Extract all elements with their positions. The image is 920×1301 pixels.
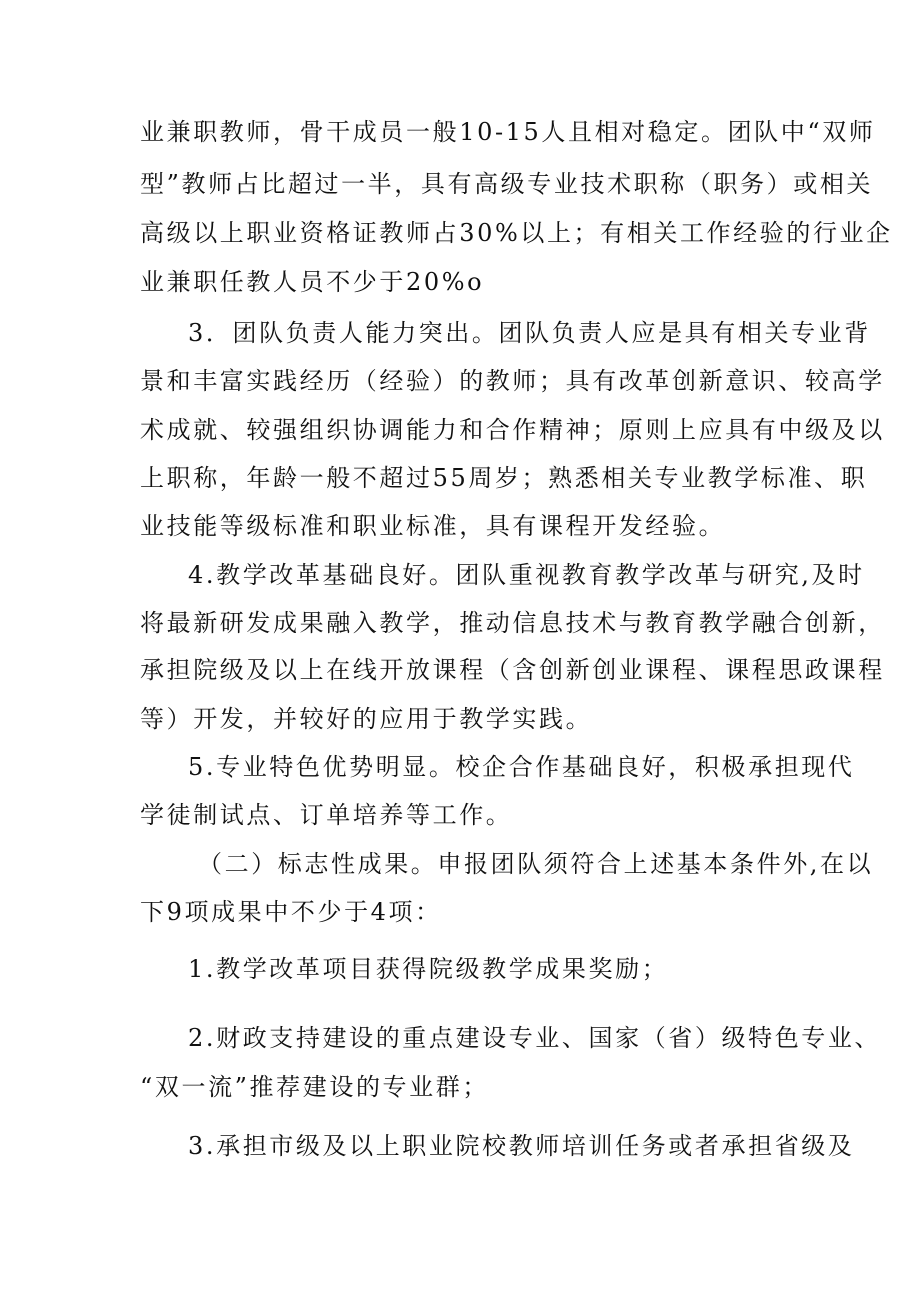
text-line: 4.教学改革基础良好。团队重视教育教学改革与研究,及时 <box>188 561 865 589</box>
text-line: 上职称，年龄一般不超过55周岁；熟悉相关专业教学标准、职 <box>140 464 868 492</box>
text-line: 高级以上职业资格证教师占30%以上；有相关工作经验的行业企 <box>140 219 893 247</box>
text-line: 下9项成果中不少于4项： <box>140 898 442 926</box>
text-line: 业兼职教师，骨干成员一般10-15人且相对稳定。团队中“双师 <box>140 118 876 146</box>
text-line: 5.专业特色优势明显。校企合作基础良好，积极承担现代 <box>188 753 855 781</box>
text-line: 3．团队负责人能力突出。团队负责人应是具有相关专业背 <box>188 319 871 347</box>
text-line: 等）开发，并较好的应用于教学实践。 <box>140 705 593 733</box>
text-line: 2.财政支持建设的重点建设专业、国家（省）级特色专业、 <box>188 1024 882 1052</box>
text-line: 1.教学改革项目获得院级教学成果奖励； <box>188 955 669 983</box>
text-line: “双一流”推荐建设的专业群； <box>140 1073 489 1101</box>
text-line: 景和丰富实践经历（经验）的教师；具有改革创新意识、较高学 <box>140 367 885 395</box>
text-line: 型”教师占比超过一半，具有高级专业技术职称（职务）或相关 <box>140 170 874 198</box>
text-line: 将最新研发成果融入教学，推动信息技术与教育教学融合创新， <box>140 609 885 637</box>
text-line: （二）标志性成果。申报团队须符合上述基本条件外,在以 <box>198 850 874 878</box>
text-line: 承担院级及以上在线开放课程（含创新创业课程、课程思政课程 <box>140 656 885 684</box>
text-line: 术成就、较强组织协调能力和合作精神；原则上应具有中级及以 <box>140 416 885 444</box>
text-line: 学徒制试点、订单培养等工作。 <box>140 801 513 829</box>
text-line: 业兼职任教人员不少于20%o <box>140 268 485 296</box>
text-line: 业技能等级标准和职业标准，具有课程开发经验。 <box>140 512 726 540</box>
text-line: 3.承担市级及以上职业院校教师培训任务或者承担省级及 <box>188 1132 855 1160</box>
